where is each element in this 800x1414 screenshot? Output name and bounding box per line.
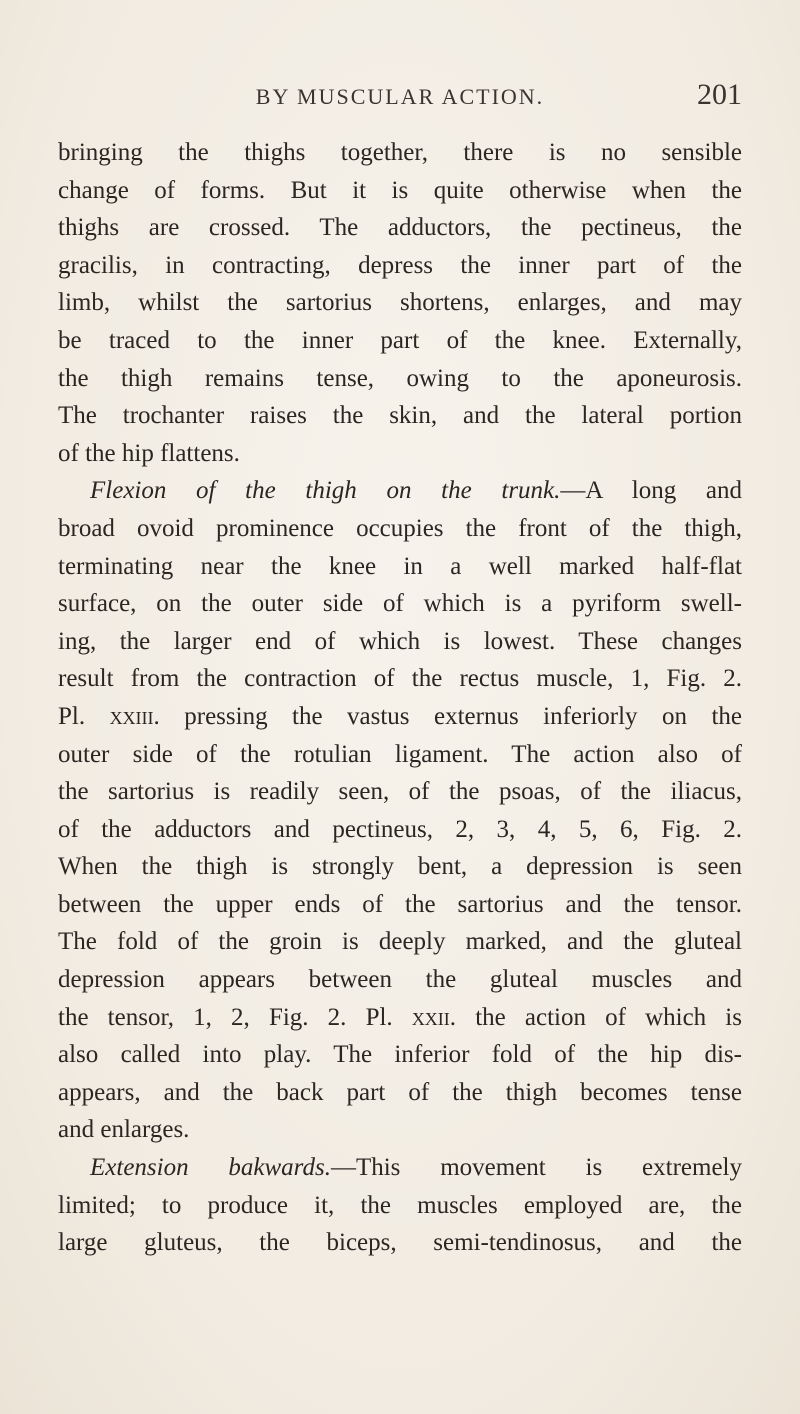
text-line: appears, and the back part of the thigh becomes tense: [58, 1078, 742, 1106]
text-line: also called into play. The inferior fold of the hip dis-: [58, 1041, 742, 1069]
text-line: large gluteus, the biceps, semi-tendinosus, and the: [58, 1229, 742, 1257]
text-line: The trochanter raises the skin, and the lateral portion: [58, 402, 742, 430]
text-fragment: the action of which is: [456, 1003, 742, 1031]
text-line: of the hip flattens.: [58, 439, 240, 467]
text-line: limb, whilst the sartorius shortens, enlarges, and may: [58, 289, 742, 317]
text-line: bringing the thighs together, there is no sensible: [58, 139, 742, 166]
text-line: broad ovoid prominence occupies the front of the thigh,: [58, 514, 742, 542]
paragraph-first-line: [58, 1149, 742, 1187]
text-line: depression appears between the gluteal muscles and: [58, 966, 742, 994]
text-line: ing, the larger end of which is lowest. These changes: [58, 627, 742, 655]
text-line: the sartorius is readily seen, of the psoas, of the iliacus,: [58, 778, 742, 806]
running-title: BY MUSCULAR ACTION.: [255, 84, 545, 109]
text-line: surface, on the outer side of which is a pyriform swell-: [58, 590, 742, 618]
plate-number: xxii.: [411, 1003, 457, 1031]
text-line: gracilis, in contracting, depress the inner part of the: [58, 251, 742, 279]
text-line: [58, 999, 742, 1037]
text-fragment: the tensor, 1, 2, Fig. 2. Pl.: [58, 1003, 412, 1031]
text-line: of the adductors and pectineus, 2, 3, 4, 5, 6, Fig. 2.: [58, 815, 742, 843]
text-fragment: —This movement is extremely: [330, 1154, 742, 1182]
text-fragment: pressing the vastus externus inferiorly on the: [159, 702, 742, 730]
plate-number: xxiii.: [109, 702, 160, 730]
text-fragment: —A long and: [560, 477, 742, 505]
text-line: be traced to the inner part of the knee. Externally,: [58, 326, 742, 354]
text-line: When the thigh is strongly bent, a depression is seen: [58, 853, 742, 881]
text-line: The fold of the groin is deeply marked, and the gluteal: [58, 928, 742, 956]
text-line: thighs are crossed. The adductors, the pectineus, the: [58, 214, 742, 242]
running-head: [58, 78, 742, 124]
text-fragment: Pl.: [58, 702, 110, 730]
text-line: limited; to produce it, the muscles employed are, the: [58, 1191, 742, 1219]
text-line: the thigh remains tense, owing to the aponeurosis.: [58, 364, 742, 392]
section-heading: Extension bakwards.: [90, 1154, 331, 1182]
text-line: between the upper ends of the sartorius and the tensor.: [58, 890, 742, 918]
text-line: result from the contraction of the rectus muscle, 1, Fig. 2.: [58, 665, 742, 693]
paragraph-first-line: [58, 472, 742, 510]
text-line: outer side of the rotulian ligament. The action also of: [58, 740, 742, 768]
text-line: change of forms. But it is quite otherwise when the: [58, 176, 742, 204]
body-text: [58, 134, 742, 1262]
text-line: [58, 698, 742, 736]
page-number: 201: [697, 78, 742, 111]
text-line: and enlarges.: [58, 1116, 190, 1144]
section-heading: Flexion of the thigh on the trunk.: [90, 477, 561, 505]
text-line: terminating near the knee in a well marked half-flat: [58, 552, 742, 580]
